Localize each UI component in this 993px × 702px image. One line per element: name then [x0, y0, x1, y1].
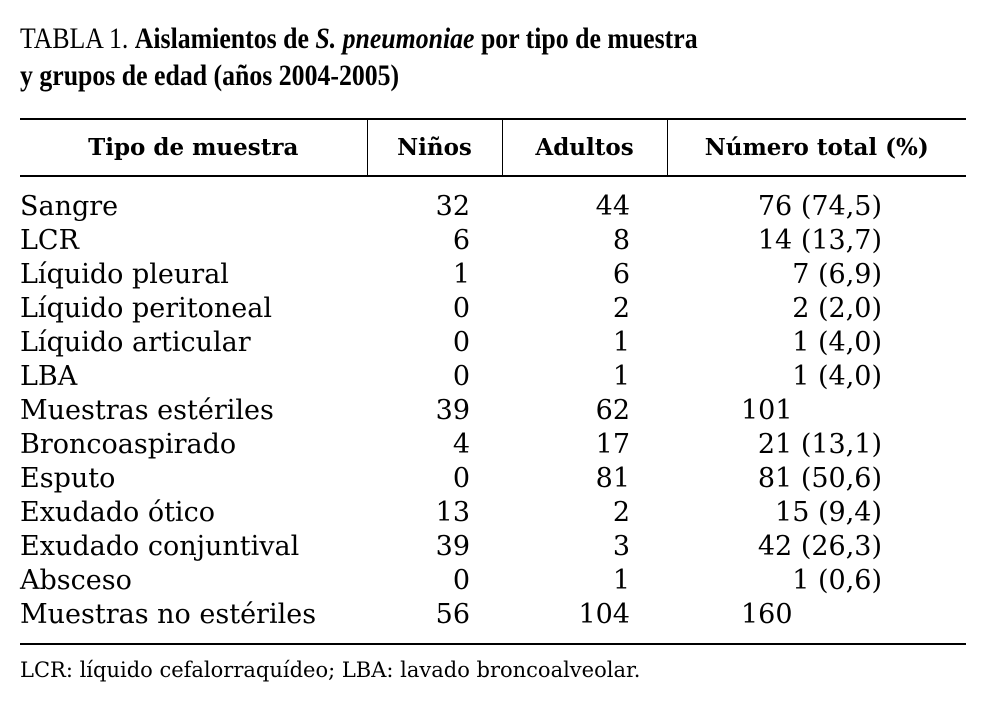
table-row: [20, 360, 966, 394]
table-label: TABLA 1.: [20, 22, 129, 55]
title-species: S. pneumoniae: [315, 22, 475, 55]
cell-ninos: 0: [452, 293, 470, 324]
cell-total: 101: [741, 395, 793, 426]
cell-total: 7 (6,9): [792, 259, 882, 290]
table-footnote: LCR: líquido cefalorraquídeo; LBA: lavado broncoalveolar.: [20, 658, 641, 682]
cell-total: 1 (4,0): [792, 327, 882, 358]
cell-total: 76 (74,5): [757, 191, 882, 222]
bottom-rule: [20, 643, 966, 645]
caption-line-1: [20, 20, 846, 57]
cell-tipo: Líquido pleural: [20, 259, 229, 290]
table-row: [20, 190, 966, 224]
cell-adultos: 81: [595, 463, 630, 494]
cell-total: 2 (2,0): [792, 293, 882, 324]
table-row-subtotal: [20, 598, 966, 632]
cell-adultos: 3: [612, 531, 630, 562]
cell-tipo: Muestras no estériles: [20, 599, 317, 630]
cell-tipo: LBA: [20, 361, 78, 392]
cell-ninos: 0: [452, 327, 470, 358]
cell-adultos: 62: [595, 395, 630, 426]
cell-adultos: 8: [612, 225, 630, 256]
cell-ninos: 0: [452, 565, 470, 596]
cell-tipo: LCR: [20, 225, 79, 256]
cell-adultos: 104: [578, 599, 630, 630]
cell-ninos: 0: [452, 463, 470, 494]
header-tipo-de-muestra: Tipo de muestra: [88, 134, 299, 161]
header-adultos: Adultos: [502, 120, 667, 175]
cell-total: 160: [741, 599, 793, 630]
table-row: [20, 428, 966, 462]
cell-total: 14 (13,7): [757, 225, 882, 256]
header-ninos: Niños: [367, 120, 502, 175]
cell-adultos: 44: [595, 191, 630, 222]
cell-ninos: 39: [435, 531, 470, 562]
cell-adultos: 1: [612, 565, 630, 596]
cell-total: 1 (4,0): [792, 361, 882, 392]
cell-tipo: Broncoaspirado: [20, 429, 237, 460]
cell-ninos: 56: [435, 599, 470, 630]
cell-total: 81 (50,6): [757, 463, 882, 494]
cell-adultos: 6: [612, 259, 630, 290]
table-header: [20, 120, 966, 175]
cell-tipo: Muestras estériles: [20, 395, 274, 426]
table-row: [20, 258, 966, 292]
table-body: [20, 190, 966, 632]
cell-tipo: Líquido peritoneal: [20, 293, 273, 324]
caption-line-2: y grupos de edad (años 2004-2005): [20, 59, 400, 92]
cell-total: 42 (26,3): [757, 531, 882, 562]
table-row: [20, 530, 966, 564]
cell-adultos: 2: [612, 497, 630, 528]
cell-ninos: 0: [452, 361, 470, 392]
cell-ninos: 32: [435, 191, 470, 222]
cell-adultos: 17: [595, 429, 630, 460]
cell-tipo: Sangre: [20, 191, 119, 222]
title-text-after: por tipo de muestra: [474, 22, 698, 55]
table-title: [135, 22, 698, 55]
cell-total: 15 (9,4): [775, 497, 882, 528]
cell-total: 1 (0,6): [792, 565, 882, 596]
cell-tipo: Exudado ótico: [20, 497, 215, 528]
table-row-subtotal: [20, 394, 966, 428]
cell-total: 21 (13,1): [757, 429, 882, 460]
table-row: [20, 224, 966, 258]
cell-ninos: 4: [452, 429, 470, 460]
cell-ninos: 6: [452, 225, 470, 256]
header-rule: [20, 175, 966, 177]
title-text-before: Aislamientos de: [134, 22, 316, 55]
cell-ninos: 13: [435, 497, 470, 528]
cell-tipo: Absceso: [20, 565, 132, 596]
header-numero-total: Número total (%): [667, 120, 966, 175]
table-row: [20, 292, 966, 326]
cell-adultos: 2: [612, 293, 630, 324]
cell-tipo: Líquido articular: [20, 327, 251, 358]
cell-adultos: 1: [612, 327, 630, 358]
cell-tipo: Exudado conjuntival: [20, 531, 300, 562]
cell-ninos: 39: [435, 395, 470, 426]
cell-adultos: 1: [612, 361, 630, 392]
table-row: [20, 326, 966, 360]
table-row: [20, 496, 966, 530]
cell-ninos: 1: [452, 259, 470, 290]
table-row: [20, 462, 966, 496]
table-caption: [20, 20, 846, 94]
cell-tipo: Esputo: [20, 463, 116, 494]
table-row: [20, 564, 966, 598]
